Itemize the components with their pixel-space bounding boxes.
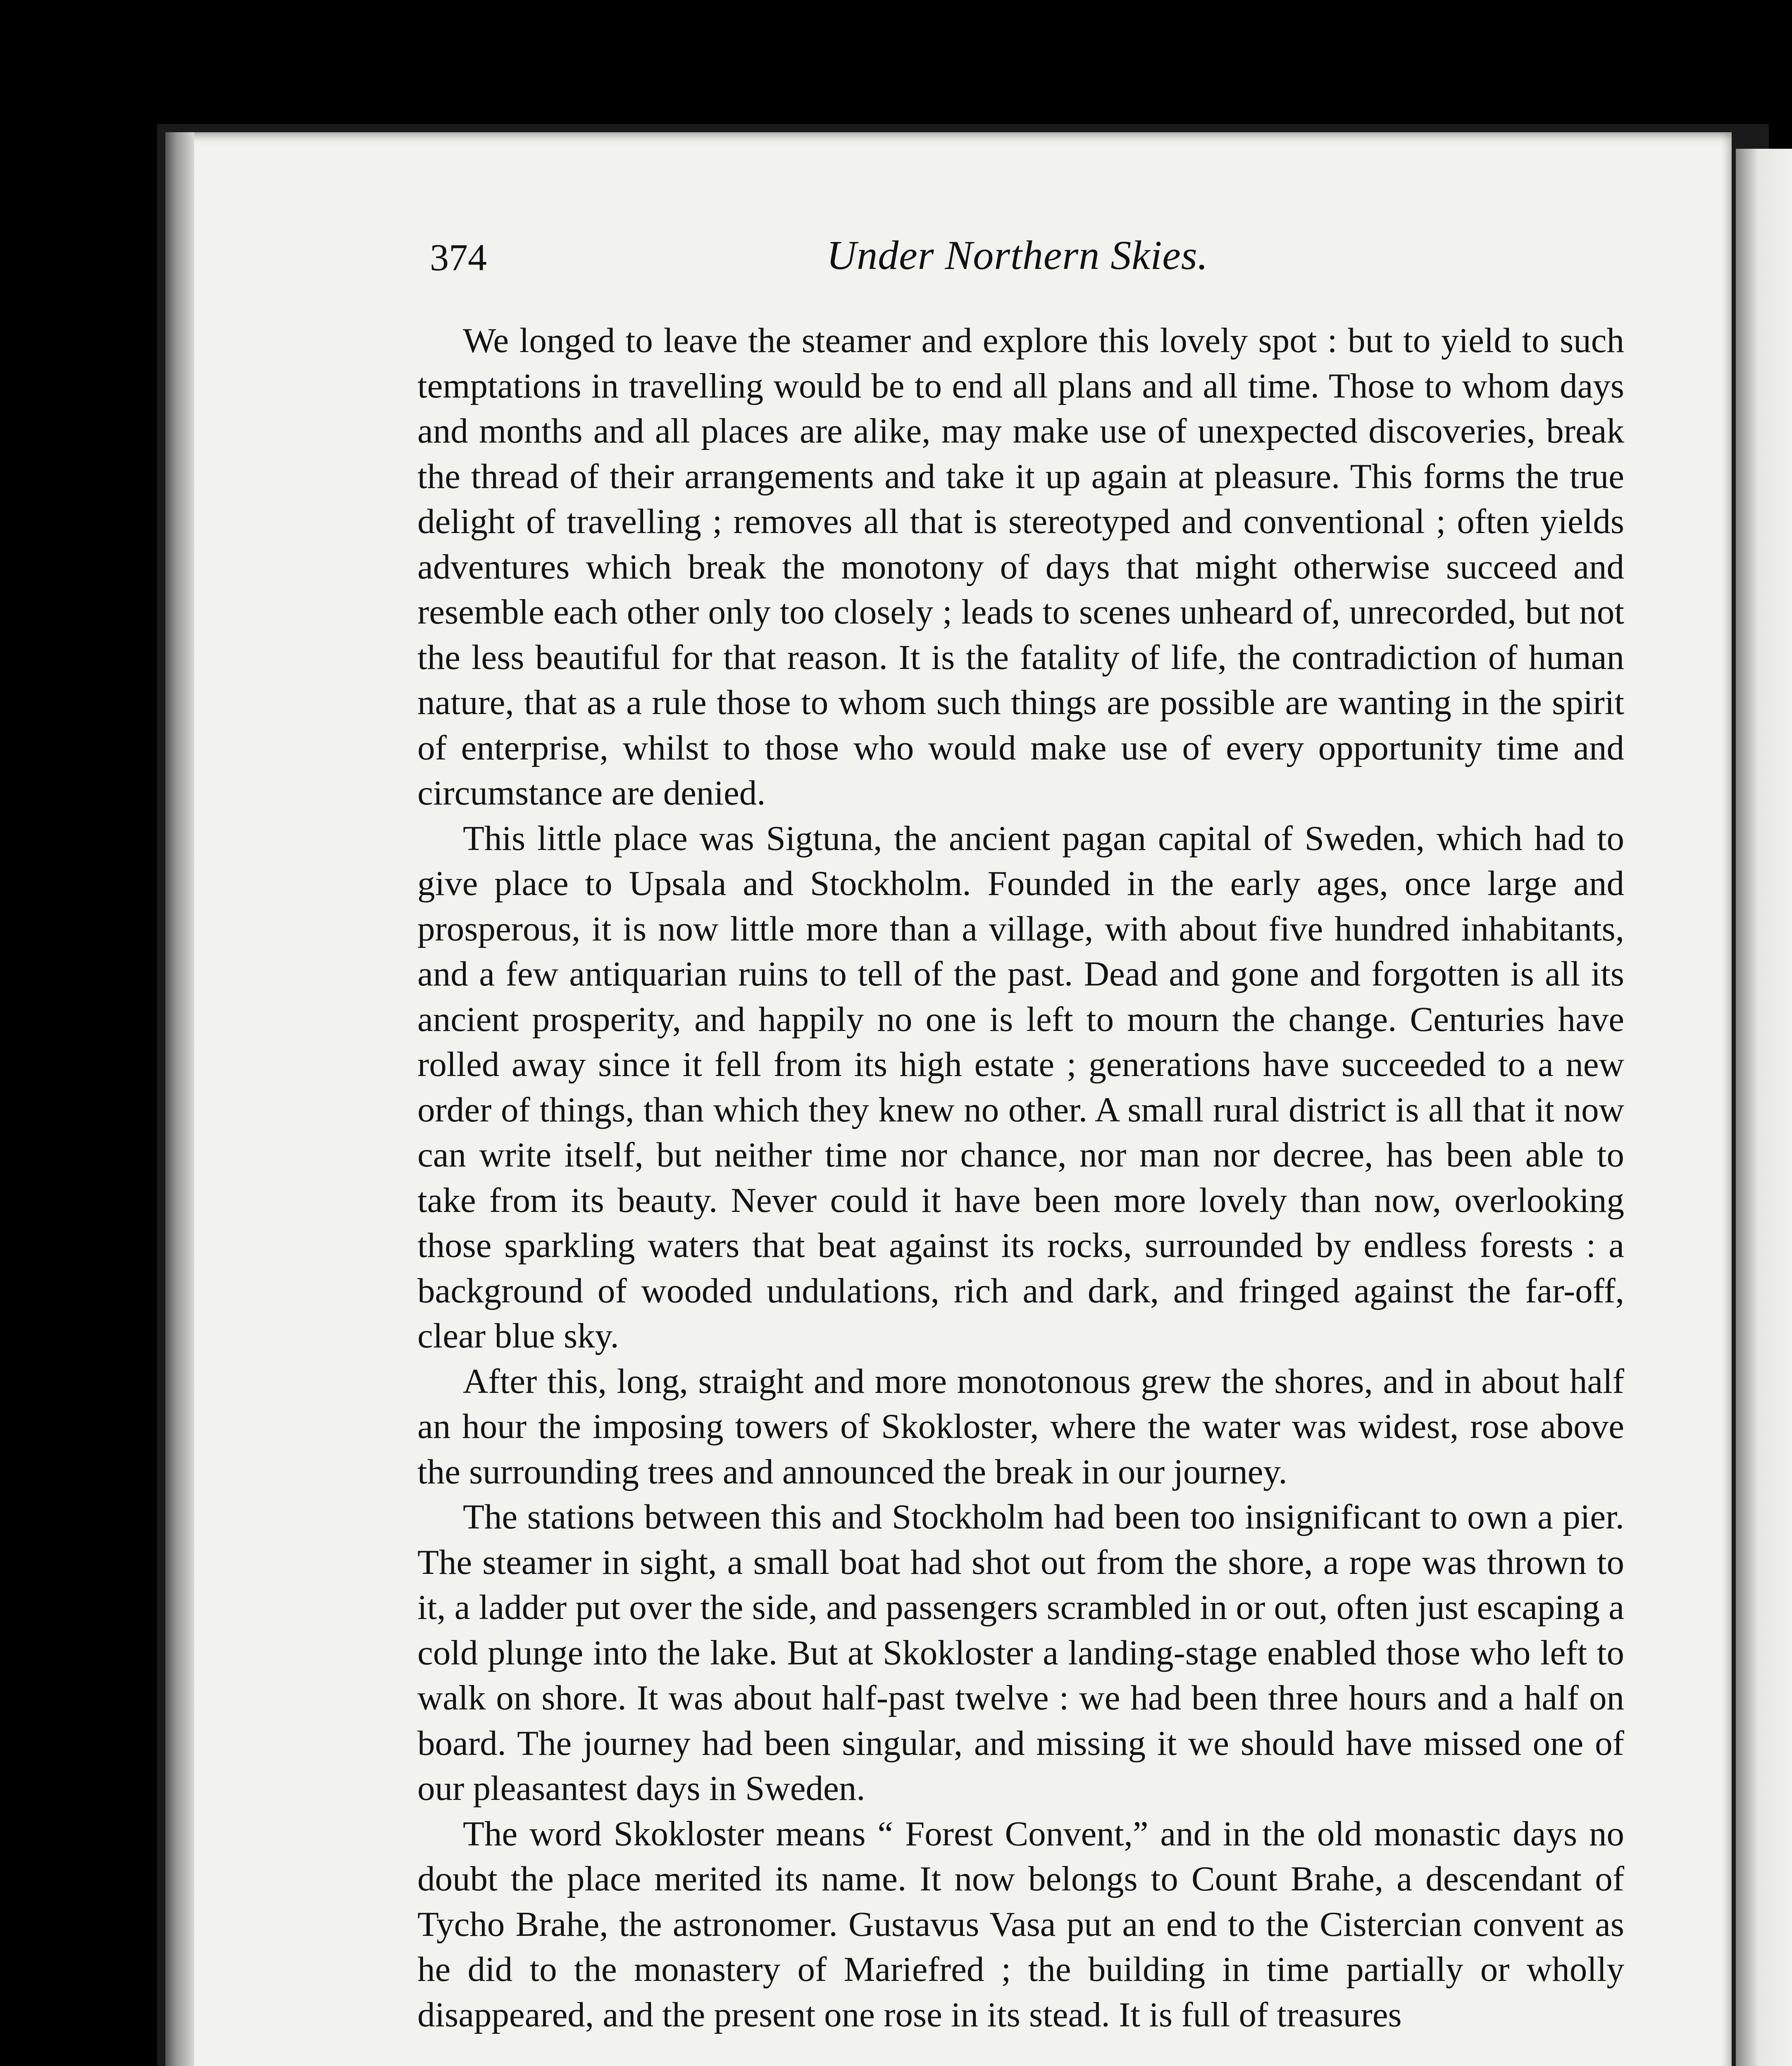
page-number: 374 <box>430 236 487 278</box>
paragraph: The stations between this and Stockholm had been too insignificant to own a pier. The steamer in sight, a small boat had shot out from the shore, a rope was thrown to it, a ladder put over the side, and passengers scrambled in or out, often just escaping a cold plunge into the lake. But at Skokloster a landing-stage enabled those who left to walk on shore. It was about half-past twelve : we had been three hours and a half on board. The journey had been singular, and missing it we should have missed one of our pleasantest days in Sweden. <box>417 1497 1624 1808</box>
paragraph: We longed to leave the steamer and explore this lovely spot : but to yield to such temptations in travelling would be to end all plans and all time. Those to whom days and months and all places are alike, may make use of unexpected discoveries, break the thread of their arrangements and take it up again at pleasure. This forms the true delight of travelling ; removes all that is stereotyped and conventional ; often yields adventures which break the monotony of days that might otherwise succeed and resemble each other only too closely ; leads to scenes unheard of, unrecorded, but not the less beautiful for that reason. It is the fatality of life, the contradiction of human nature, that as a rule those to whom such things are possible are wanting in the spirit of enterprise, whilst to those who would make use of every opportunity time and circumstance are denied. <box>417 321 1624 812</box>
paragraph: This little place was Sigtuna, the ancient pagan capital of Sweden, which had to give place to Upsala and Stockholm. Founded in the early ages, once large and prosperous, it is now little more than a village, with about five hundred inhabitants, and a few antiquarian ruins to tell of the past. Dead and gone and forgotten is all its ancient prosperity, and happily no one is left to mourn the change. Centuries have rolled away since it fell from its high estate ; generations have succeeded to a new order of things, than which they knew no other. A small rural district is all that it now can write itself, but neither time nor chance, nor man nor decree, has been able to take from its beauty. Never could it have been more lovely than now, overlooking those sparkling waters that beat against its rocks, surrounded by endless forests : a background of wooded undulations, rich and dark, and fringed against the far-off, clear blue sky. <box>417 819 1624 1355</box>
paragraph: The word Skokloster means “ Forest Convent,” and in the old monastic days no doubt the place merited its name. It now belongs to Count Brahe, a descendant of Tycho Brahe, the astronomer. Gustavus Vasa put an end to the Cistercian convent as he did to the monastery of Mariefred ; the building in time partially or wholly disappeared, and the present one rose in its stead. It is full of treasures <box>417 1814 1624 2034</box>
body-text <box>417 318 1624 2066</box>
paragraph: After this, long, straight and more monotonous grew the shores, and in about half an hour the imposing towers of Skokloster, where the water was widest, rose above the surrounding trees and announced the break in our journey. <box>417 1361 1624 1491</box>
page-gutter <box>165 132 194 2066</box>
page-header <box>430 223 1628 281</box>
running-title: Under Northern Skies. <box>827 232 1208 278</box>
facing-page-edge <box>1736 149 1792 2066</box>
